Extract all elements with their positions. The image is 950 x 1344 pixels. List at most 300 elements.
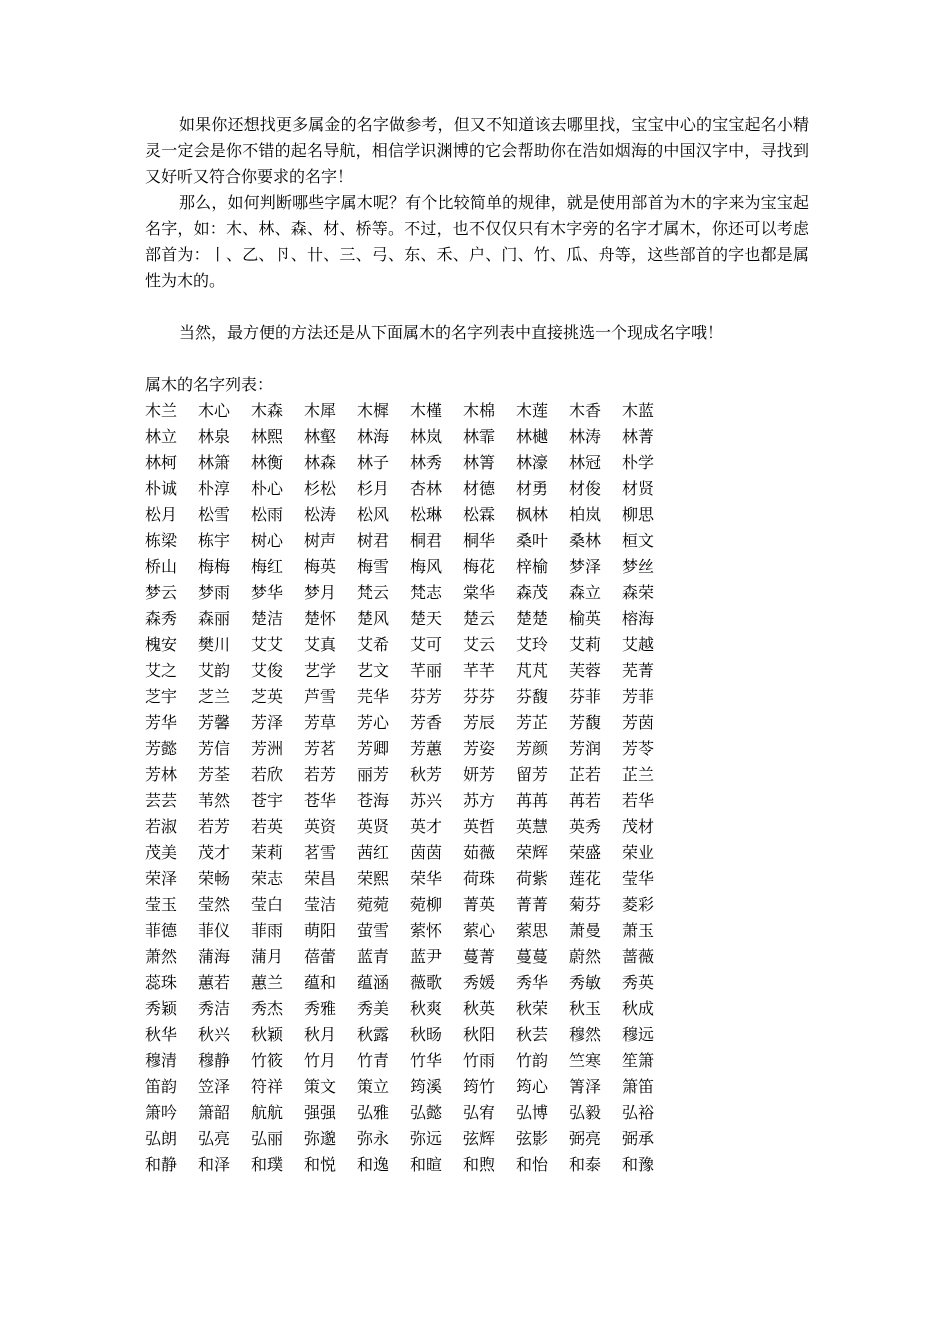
name-cell: 茜红 bbox=[357, 843, 390, 862]
intro-paragraph-1: 如果你还想找更多属金的名字做参考，但又不知道该去哪里找，宝宝中心的宝宝起名小精灵一定会是你不错的起名导航，相信学识渊博的它会帮助你在浩如烟海的中国汉字中，寻找到又好听又符合你要求的名字！ bbox=[145, 115, 809, 186]
name-cell: 弘裕 bbox=[622, 1103, 655, 1122]
name-cell: 梦丝 bbox=[622, 557, 655, 576]
name-cell: 朴诚 bbox=[145, 479, 178, 498]
name-cell: 桑叶 bbox=[516, 531, 549, 550]
name-cell: 竹青 bbox=[357, 1051, 390, 1070]
name-cell: 策文 bbox=[304, 1077, 337, 1096]
name-cell: 榆英 bbox=[569, 609, 602, 628]
name-cell: 芬芬 bbox=[463, 687, 496, 706]
name-cell: 芳荃 bbox=[198, 765, 231, 784]
name-cell: 芳颜 bbox=[516, 739, 549, 758]
name-cell: 蔓菁 bbox=[463, 947, 496, 966]
name-cell: 木兰 bbox=[145, 401, 178, 420]
name-cell: 梅雪 bbox=[357, 557, 390, 576]
name-cell: 菀柳 bbox=[410, 895, 443, 914]
name-cell: 梅英 bbox=[304, 557, 337, 576]
name-cell: 留芳 bbox=[516, 765, 549, 784]
name-cell: 弘宥 bbox=[463, 1103, 496, 1122]
name-cell: 萧曼 bbox=[569, 921, 602, 940]
name-cell: 林衡 bbox=[251, 453, 284, 472]
name-cell: 林涛 bbox=[569, 427, 602, 446]
name-cell: 树心 bbox=[251, 531, 284, 550]
name-cell: 蒲月 bbox=[251, 947, 284, 966]
name-row bbox=[145, 424, 809, 450]
name-cell: 萧然 bbox=[145, 947, 178, 966]
name-cell: 秋颖 bbox=[251, 1025, 284, 1044]
name-cell: 林濠 bbox=[516, 453, 549, 472]
name-cell: 弦辉 bbox=[463, 1129, 496, 1148]
name-cell: 木莲 bbox=[516, 401, 549, 420]
name-cell: 弼承 bbox=[622, 1129, 655, 1148]
name-cell: 梦华 bbox=[251, 583, 284, 602]
name-cell: 材贤 bbox=[622, 479, 655, 498]
name-cell: 芳芷 bbox=[516, 713, 549, 732]
name-cell: 茂才 bbox=[198, 843, 231, 862]
name-cell: 箐泽 bbox=[569, 1077, 602, 1096]
name-cell: 箫吟 bbox=[145, 1103, 178, 1122]
name-cell: 秋芸 bbox=[516, 1025, 549, 1044]
name-cell: 秋爽 bbox=[410, 999, 443, 1018]
name-row bbox=[145, 710, 809, 736]
name-cell: 菀菀 bbox=[357, 895, 390, 914]
name-cell: 荣畅 bbox=[198, 869, 231, 888]
name-cell: 桐华 bbox=[463, 531, 496, 550]
name-cell: 妍芳 bbox=[463, 765, 496, 784]
name-cell: 榕海 bbox=[622, 609, 655, 628]
name-cell: 木棉 bbox=[463, 401, 496, 420]
name-cell: 蓝青 bbox=[357, 947, 390, 966]
name-cell: 荣熙 bbox=[357, 869, 390, 888]
name-row bbox=[145, 892, 809, 918]
name-cell: 和豫 bbox=[622, 1155, 655, 1174]
name-cell: 苍海 bbox=[357, 791, 390, 810]
name-cell: 梦云 bbox=[145, 583, 178, 602]
name-cell: 艾俊 bbox=[251, 661, 284, 680]
name-cell: 竹韵 bbox=[516, 1051, 549, 1070]
name-cell: 槐安 bbox=[145, 635, 178, 654]
name-cell: 松雪 bbox=[198, 505, 231, 524]
name-cell: 蕙兰 bbox=[251, 973, 284, 992]
name-cell: 秀英 bbox=[622, 973, 655, 992]
name-cell: 莹玉 bbox=[145, 895, 178, 914]
name-row bbox=[145, 658, 809, 684]
name-cell: 荣辉 bbox=[516, 843, 549, 862]
name-row bbox=[145, 1074, 809, 1100]
name-cell: 弥远 bbox=[410, 1129, 443, 1148]
name-cell: 蓝尹 bbox=[410, 947, 443, 966]
name-cell: 芳苓 bbox=[622, 739, 655, 758]
name-row bbox=[145, 632, 809, 658]
name-cell: 艾云 bbox=[463, 635, 496, 654]
name-cell: 梓榆 bbox=[516, 557, 549, 576]
intro-paragraph-3: 当然，最方便的方法还是从下面属木的名字列表中直接挑选一个现成名字哦！ bbox=[179, 323, 724, 342]
name-cell: 秋兴 bbox=[198, 1025, 231, 1044]
name-cell: 林子 bbox=[357, 453, 390, 472]
name-cell: 秋旸 bbox=[410, 1025, 443, 1044]
name-cell: 茂材 bbox=[622, 817, 655, 836]
name-cell: 和璞 bbox=[251, 1155, 284, 1174]
name-cell: 若芳 bbox=[198, 817, 231, 836]
name-cell: 芷兰 bbox=[622, 765, 655, 784]
name-cell: 穆然 bbox=[569, 1025, 602, 1044]
name-cell: 策立 bbox=[357, 1077, 390, 1096]
name-cell: 森立 bbox=[569, 583, 602, 602]
name-cell: 秀美 bbox=[357, 999, 390, 1018]
name-cell: 芳辰 bbox=[463, 713, 496, 732]
name-row bbox=[145, 1048, 809, 1074]
name-cell: 英慧 bbox=[516, 817, 549, 836]
name-cell: 杉松 bbox=[304, 479, 337, 498]
name-cell: 林樾 bbox=[516, 427, 549, 446]
name-cell: 栋宇 bbox=[198, 531, 231, 550]
name-cell: 森荣 bbox=[622, 583, 655, 602]
name-cell: 弘雅 bbox=[357, 1103, 390, 1122]
name-cell: 木槿 bbox=[410, 401, 443, 420]
name-cell: 薇歌 bbox=[410, 973, 443, 992]
name-cell: 笛韵 bbox=[145, 1077, 178, 1096]
name-cell: 萦思 bbox=[516, 921, 549, 940]
name-cell: 艺文 bbox=[357, 661, 390, 680]
name-cell: 梵志 bbox=[410, 583, 443, 602]
name-cell: 芳懿 bbox=[145, 739, 178, 758]
name-cell: 菱彩 bbox=[622, 895, 655, 914]
name-cell: 芝英 bbox=[251, 687, 284, 706]
name-cell: 秋玉 bbox=[569, 999, 602, 1018]
name-cell: 林箐 bbox=[463, 453, 496, 472]
name-cell: 艾艾 bbox=[251, 635, 284, 654]
name-cell: 秋阳 bbox=[463, 1025, 496, 1044]
name-cell: 林森 bbox=[304, 453, 337, 472]
name-cell: 弘毅 bbox=[569, 1103, 602, 1122]
name-cell: 蔓蔓 bbox=[516, 947, 549, 966]
name-cell: 弘博 bbox=[516, 1103, 549, 1122]
name-cell: 芷若 bbox=[569, 765, 602, 784]
name-cell: 梦泽 bbox=[569, 557, 602, 576]
name-cell: 穆清 bbox=[145, 1051, 178, 1070]
name-cell: 和逸 bbox=[357, 1155, 390, 1174]
name-cell: 芳茗 bbox=[304, 739, 337, 758]
name-cell: 芸芸 bbox=[145, 791, 178, 810]
name-row bbox=[145, 554, 809, 580]
name-cell: 芝兰 bbox=[198, 687, 231, 706]
name-cell: 朴淳 bbox=[198, 479, 231, 498]
name-cell: 芳卿 bbox=[357, 739, 390, 758]
name-cell: 莹白 bbox=[251, 895, 284, 914]
name-cell: 林柯 bbox=[145, 453, 178, 472]
name-cell: 艾可 bbox=[410, 635, 443, 654]
name-cell: 芳馥 bbox=[569, 713, 602, 732]
name-cell: 符祥 bbox=[251, 1077, 284, 1096]
document-page bbox=[145, 112, 809, 1178]
name-cell: 栋梁 bbox=[145, 531, 178, 550]
name-cell: 艾真 bbox=[304, 635, 337, 654]
name-cell: 楚天 bbox=[410, 609, 443, 628]
name-cell: 秋华 bbox=[145, 1025, 178, 1044]
name-cell: 芙蓉 bbox=[569, 661, 602, 680]
name-cell: 蕴和 bbox=[304, 973, 337, 992]
name-cell: 蕴涵 bbox=[357, 973, 390, 992]
name-cell: 楚云 bbox=[463, 609, 496, 628]
name-cell: 柏岚 bbox=[569, 505, 602, 524]
name-cell: 菲雨 bbox=[251, 921, 284, 940]
name-cell: 秋英 bbox=[463, 999, 496, 1018]
name-cell: 芫华 bbox=[357, 687, 390, 706]
name-row bbox=[145, 502, 809, 528]
name-cell: 英秀 bbox=[569, 817, 602, 836]
name-cell: 秀颖 bbox=[145, 999, 178, 1018]
name-cell: 秋成 bbox=[622, 999, 655, 1018]
name-list-title: 属木的名字列表： bbox=[145, 375, 274, 394]
name-cell: 弘丽 bbox=[251, 1129, 284, 1148]
name-cell: 穆静 bbox=[198, 1051, 231, 1070]
name-cell: 木香 bbox=[569, 401, 602, 420]
name-cell: 芳茵 bbox=[622, 713, 655, 732]
name-cell: 竹华 bbox=[410, 1051, 443, 1070]
name-cell: 松琳 bbox=[410, 505, 443, 524]
name-cell: 朴学 bbox=[622, 453, 655, 472]
name-row bbox=[145, 736, 809, 762]
name-cell: 菲德 bbox=[145, 921, 178, 940]
name-cell: 菲仪 bbox=[198, 921, 231, 940]
name-cell: 若英 bbox=[251, 817, 284, 836]
name-cell: 和静 bbox=[145, 1155, 178, 1174]
name-cell: 桐君 bbox=[410, 531, 443, 550]
name-cell: 和泰 bbox=[569, 1155, 602, 1174]
name-cell: 蓓蕾 bbox=[304, 947, 337, 966]
name-row bbox=[145, 1152, 809, 1178]
name-cell: 木心 bbox=[198, 401, 231, 420]
name-cell: 杉月 bbox=[357, 479, 390, 498]
name-cell: 秋芳 bbox=[410, 765, 443, 784]
name-cell: 秋荣 bbox=[516, 999, 549, 1018]
name-cell: 艾希 bbox=[357, 635, 390, 654]
name-cell: 秀媛 bbox=[463, 973, 496, 992]
name-cell: 莹洁 bbox=[304, 895, 337, 914]
name-cell: 茂美 bbox=[145, 843, 178, 862]
name-cell: 和泽 bbox=[198, 1155, 231, 1174]
name-cell: 芦雪 bbox=[304, 687, 337, 706]
name-cell: 松涛 bbox=[304, 505, 337, 524]
name-row bbox=[145, 866, 809, 892]
name-cell: 松月 bbox=[145, 505, 178, 524]
name-cell: 筠心 bbox=[516, 1077, 549, 1096]
name-cell: 芊芊 bbox=[463, 661, 496, 680]
name-cell: 材俊 bbox=[569, 479, 602, 498]
name-cell: 芳华 bbox=[145, 713, 178, 732]
name-cell: 莹然 bbox=[198, 895, 231, 914]
name-cell: 笙箫 bbox=[622, 1051, 655, 1070]
name-cell: 芳蕙 bbox=[410, 739, 443, 758]
name-cell: 秀杰 bbox=[251, 999, 284, 1018]
name-cell: 蔚然 bbox=[569, 947, 602, 966]
name-cell: 苒苒 bbox=[516, 791, 549, 810]
name-cell: 茉莉 bbox=[251, 843, 284, 862]
name-row bbox=[145, 580, 809, 606]
name-cell: 蕙若 bbox=[198, 973, 231, 992]
name-cell: 芝宇 bbox=[145, 687, 178, 706]
name-cell: 楚洁 bbox=[251, 609, 284, 628]
name-row bbox=[145, 398, 809, 424]
name-cell: 林海 bbox=[357, 427, 390, 446]
name-cell: 森茂 bbox=[516, 583, 549, 602]
name-row bbox=[145, 840, 809, 866]
name-cell: 林秀 bbox=[410, 453, 443, 472]
name-cell: 笠泽 bbox=[198, 1077, 231, 1096]
name-cell: 木樨 bbox=[357, 401, 390, 420]
name-cell: 樊川 bbox=[198, 635, 231, 654]
name-cell: 柳思 bbox=[622, 505, 655, 524]
name-cell: 筠竹 bbox=[463, 1077, 496, 1096]
name-cell: 萤雪 bbox=[357, 921, 390, 940]
name-cell: 桑林 bbox=[569, 531, 602, 550]
name-row bbox=[145, 606, 809, 632]
name-cell: 若华 bbox=[622, 791, 655, 810]
name-cell: 荣昌 bbox=[304, 869, 337, 888]
name-row bbox=[145, 762, 809, 788]
name-cell: 树声 bbox=[304, 531, 337, 550]
name-cell: 芜菁 bbox=[622, 661, 655, 680]
name-cell: 若欣 bbox=[251, 765, 284, 784]
name-cell: 杏林 bbox=[410, 479, 443, 498]
name-cell: 荣志 bbox=[251, 869, 284, 888]
name-cell: 丽芳 bbox=[357, 765, 390, 784]
name-cell: 菁英 bbox=[463, 895, 496, 914]
name-row bbox=[145, 814, 809, 840]
name-cell: 艾玲 bbox=[516, 635, 549, 654]
name-cell: 材勇 bbox=[516, 479, 549, 498]
name-cell: 弘懿 bbox=[410, 1103, 443, 1122]
name-cell: 芳馨 bbox=[198, 713, 231, 732]
name-cell: 梦月 bbox=[304, 583, 337, 602]
name-cell: 英资 bbox=[304, 817, 337, 836]
name-cell: 荣泽 bbox=[145, 869, 178, 888]
name-cell: 桥山 bbox=[145, 557, 178, 576]
name-cell: 竹雨 bbox=[463, 1051, 496, 1070]
name-cell: 芬菲 bbox=[569, 687, 602, 706]
name-cell: 艾韵 bbox=[198, 661, 231, 680]
name-cell: 森丽 bbox=[198, 609, 231, 628]
name-cell: 强强 bbox=[304, 1103, 337, 1122]
name-cell: 秀敏 bbox=[569, 973, 602, 992]
name-cell: 和怡 bbox=[516, 1155, 549, 1174]
intro-paragraph-2: 那么，如何判断哪些字属木呢？有个比较简单的规律，就是使用部首为木的字来为宝宝起名字，如：木、林、森、材、桥等。不过，也不仅仅只有木字旁的名字才属木，你还可以考虑部首为：丨、乙、卪、卄、三、弓、东、禾、户、门、竹、瓜、舟等，这些部首的字也都是属性为木的。 bbox=[145, 193, 809, 290]
name-cell: 若淑 bbox=[145, 817, 178, 836]
name-cell: 竺寒 bbox=[569, 1051, 602, 1070]
name-cell: 茵茵 bbox=[410, 843, 443, 862]
name-cell: 楚怀 bbox=[304, 609, 337, 628]
name-cell: 松霖 bbox=[463, 505, 496, 524]
name-cell: 弥邈 bbox=[304, 1129, 337, 1148]
name-cell: 穆远 bbox=[622, 1025, 655, 1044]
name-cell: 艾越 bbox=[622, 635, 655, 654]
name-cell: 松雨 bbox=[251, 505, 284, 524]
name-cell: 和悦 bbox=[304, 1155, 337, 1174]
name-cell: 木森 bbox=[251, 401, 284, 420]
name-cell: 荷珠 bbox=[463, 869, 496, 888]
name-cell: 芳姿 bbox=[463, 739, 496, 758]
name-cell: 林壑 bbox=[304, 427, 337, 446]
name-cell: 萌阳 bbox=[304, 921, 337, 940]
name-cell: 秀华 bbox=[516, 973, 549, 992]
name-cell: 苍宇 bbox=[251, 791, 284, 810]
name-row bbox=[145, 970, 809, 996]
name-cell: 苏兴 bbox=[410, 791, 443, 810]
name-cell: 艾之 bbox=[145, 661, 178, 680]
name-cell: 弼亮 bbox=[569, 1129, 602, 1148]
name-row bbox=[145, 944, 809, 970]
name-cell: 菊芬 bbox=[569, 895, 602, 914]
name-cell: 和煦 bbox=[463, 1155, 496, 1174]
name-cell: 荣华 bbox=[410, 869, 443, 888]
name-cell: 苇然 bbox=[198, 791, 231, 810]
name-cell: 梵云 bbox=[357, 583, 390, 602]
name-cell: 菁菁 bbox=[516, 895, 549, 914]
name-row bbox=[145, 996, 809, 1022]
name-cell: 林霏 bbox=[463, 427, 496, 446]
name-list-table bbox=[145, 398, 809, 1178]
name-cell: 芳草 bbox=[304, 713, 337, 732]
name-cell: 枫林 bbox=[516, 505, 549, 524]
name-cell: 筠溪 bbox=[410, 1077, 443, 1096]
name-row bbox=[145, 1100, 809, 1126]
name-cell: 荣业 bbox=[622, 843, 655, 862]
name-cell: 松风 bbox=[357, 505, 390, 524]
name-cell: 英贤 bbox=[357, 817, 390, 836]
name-cell: 芳洲 bbox=[251, 739, 284, 758]
name-cell: 林岚 bbox=[410, 427, 443, 446]
name-cell: 苍华 bbox=[304, 791, 337, 810]
name-cell: 蔷薇 bbox=[622, 947, 655, 966]
name-cell: 弘亮 bbox=[198, 1129, 231, 1148]
name-cell: 蒲海 bbox=[198, 947, 231, 966]
name-cell: 萧玉 bbox=[622, 921, 655, 940]
name-cell: 梅花 bbox=[463, 557, 496, 576]
name-cell: 芳香 bbox=[410, 713, 443, 732]
name-cell: 苒若 bbox=[569, 791, 602, 810]
name-cell: 林菁 bbox=[622, 427, 655, 446]
name-row bbox=[145, 788, 809, 814]
name-cell: 箫笛 bbox=[622, 1077, 655, 1096]
name-cell: 森秀 bbox=[145, 609, 178, 628]
name-cell: 艺学 bbox=[304, 661, 337, 680]
name-cell: 芬芳 bbox=[410, 687, 443, 706]
name-cell: 秀洁 bbox=[198, 999, 231, 1018]
name-row bbox=[145, 684, 809, 710]
name-cell: 梅梅 bbox=[198, 557, 231, 576]
name-cell: 英哲 bbox=[463, 817, 496, 836]
name-cell: 芳润 bbox=[569, 739, 602, 758]
name-row bbox=[145, 1022, 809, 1048]
name-cell: 萦心 bbox=[463, 921, 496, 940]
name-cell: 蕊珠 bbox=[145, 973, 178, 992]
name-cell: 桓文 bbox=[622, 531, 655, 550]
name-cell: 荷紫 bbox=[516, 869, 549, 888]
name-cell: 梅风 bbox=[410, 557, 443, 576]
name-cell: 材德 bbox=[463, 479, 496, 498]
name-cell: 苏方 bbox=[463, 791, 496, 810]
name-cell: 林熙 bbox=[251, 427, 284, 446]
name-cell: 若芳 bbox=[304, 765, 337, 784]
name-cell: 秋月 bbox=[304, 1025, 337, 1044]
name-cell: 弘朗 bbox=[145, 1129, 178, 1148]
name-row bbox=[145, 450, 809, 476]
name-cell: 航航 bbox=[251, 1103, 284, 1122]
name-cell: 芊丽 bbox=[410, 661, 443, 680]
name-row bbox=[145, 1126, 809, 1152]
name-cell: 梦雨 bbox=[198, 583, 231, 602]
name-cell: 木犀 bbox=[304, 401, 337, 420]
name-cell: 弥永 bbox=[357, 1129, 390, 1148]
